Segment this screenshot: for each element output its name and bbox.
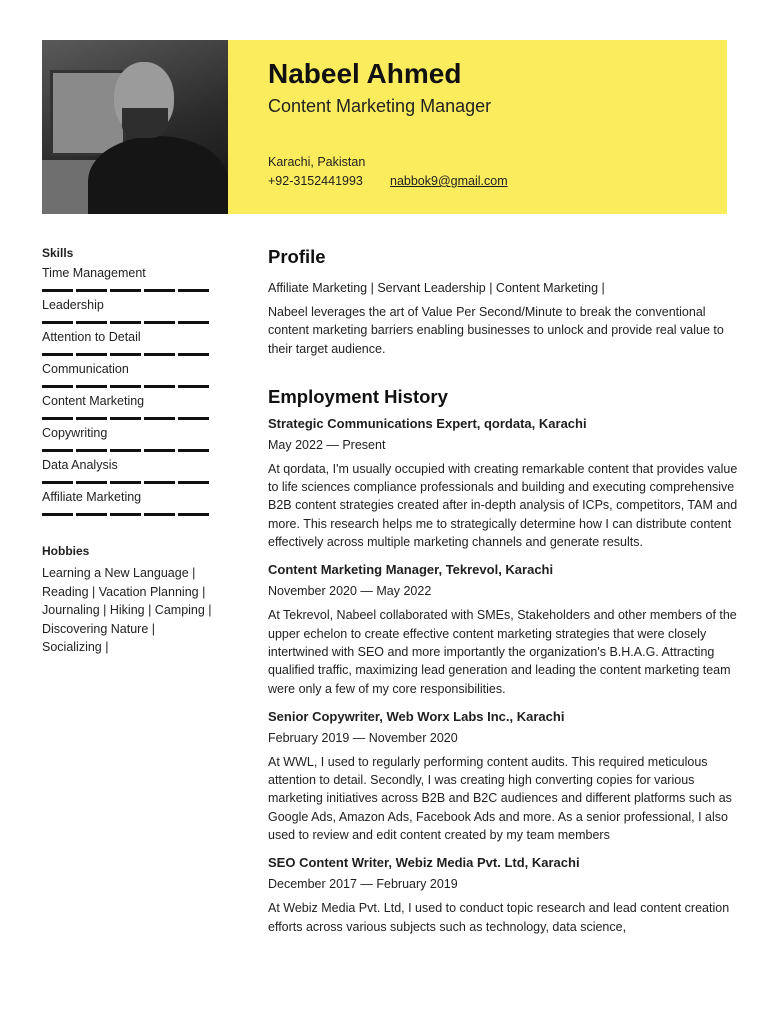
job-entry-title: Content Marketing Manager, Tekrevol, Karachi (268, 562, 554, 578)
skill-item (42, 426, 212, 452)
job-entry-title: Strategic Communications Expert, qordata, Karachi (268, 415, 587, 431)
job-entry-dates: December 2017 — February 2019 (268, 877, 458, 892)
job-entry-dates: November 2020 — May 2022 (268, 584, 432, 599)
phone-number: +92-3152441993 (268, 174, 363, 188)
job-entry-title: Senior Copywriter, Web Worx Labs Inc., Karachi (268, 708, 565, 724)
profile-heading: Profile (268, 246, 326, 267)
email-link[interactable]: nabbok9@gmail.com (390, 174, 508, 188)
skill-name: Affiliate Marketing (42, 490, 142, 504)
skill-item (42, 362, 212, 388)
skill-name: Copywriting (42, 426, 108, 440)
skill-name: Data Analysis (42, 458, 118, 472)
skill-level-bar (42, 481, 212, 484)
job-entry (268, 855, 738, 936)
skill-level-segment (42, 417, 73, 420)
skill-level-segment (144, 385, 175, 388)
photo-body-shape (88, 136, 228, 214)
skill-level-segment (42, 449, 73, 452)
skill-level-segment (178, 385, 209, 388)
skill-level-segment (42, 481, 73, 484)
skill-level-segment (76, 385, 107, 388)
main-content (268, 246, 738, 936)
skill-name: Time Management (42, 266, 146, 280)
skill-level-segment (110, 449, 141, 452)
skill-level-segment (178, 417, 209, 420)
skill-level-segment (178, 353, 209, 356)
skill-level-segment (144, 321, 175, 324)
skill-level-bar (42, 513, 212, 516)
skill-level-segment (110, 513, 141, 516)
skill-item (42, 266, 212, 292)
skill-level-bar (42, 289, 212, 292)
job-entry-description: At Tekrevol, Nabeel collaborated with SMEs, Stakeholders and other members of the upper echelon to create effective content marketing strategies that were closely intertwined with SEO and more importantly the organization's B.H.A.G. Attracting qualified traffic, maximizing lead generation and leading the content marketing team were only a few of my core responsibilities. (268, 608, 737, 696)
skill-level-segment (76, 449, 107, 452)
skill-level-segment (144, 481, 175, 484)
skill-level-segment (144, 513, 175, 516)
profile-summary: Nabeel leverages the art of Value Per Second/Minute to break the conventional content marketing barriers enabling businesses to unlock and provide real value to their target audience. (268, 305, 724, 356)
skill-level-segment (144, 417, 175, 420)
skill-level-segment (110, 321, 141, 324)
job-entry-description: At WWL, I used to regularly performing content audits. This required meticulous attention to detail. Secondly, I was creating high converting copies for various marketing initiatives across B2B and B2C audiences and different platforms such as Google Ads, Amazon Ads, Facebook Ads and more. As a senior professional, I also used to review and edit content created by my team members (268, 754, 732, 843)
skill-level-bar (42, 385, 212, 388)
resume-header (42, 40, 727, 214)
skill-level-segment (110, 385, 141, 388)
skill-level-segment (76, 513, 107, 516)
skill-level-segment (110, 289, 141, 292)
skill-name: Attention to Detail (42, 330, 141, 344)
skill-level-segment (144, 289, 175, 292)
job-entry-title: SEO Content Writer, Webiz Media Pvt. Ltd, Karachi (268, 855, 580, 871)
skills-list (42, 266, 212, 516)
skill-level-segment (178, 321, 209, 324)
skill-level-segment (178, 289, 209, 292)
skill-level-segment (42, 289, 73, 292)
skill-name: Communication (42, 362, 129, 376)
skills-label: Skills (42, 246, 74, 260)
job-entry-description: At qordata, I'm usually occupied with creating remarkable content that provides value to life sciences compliance professionals and building and executing comprehensive B2B content strategies created after in-depth analysis of ICPs, competitors, TAM and more. This research helps me to strategically determine how I can distribute content effectively across multiple marketing channels and generate results. (268, 461, 738, 550)
skill-item (42, 330, 212, 356)
hobbies-text: Learning a New Language | Reading | Vacation Planning | Journaling | Hiking | Camping | Discovering Nature | Socializing | (42, 566, 212, 654)
skill-level-segment (144, 353, 175, 356)
skill-level-segment (110, 481, 141, 484)
profile-tags: Affiliate Marketing | Servant Leadership | Content Marketing | (268, 281, 605, 295)
photo-monitor-shape (50, 70, 126, 156)
skill-level-bar (42, 449, 212, 452)
skill-level-segment (42, 385, 73, 388)
person-name: Nabeel Ahmed (268, 58, 462, 89)
skill-level-bar (42, 417, 212, 420)
location: Karachi, Pakistan (268, 155, 366, 169)
skill-level-segment (178, 513, 209, 516)
skill-item (42, 458, 212, 484)
skill-level-segment (42, 513, 73, 516)
skill-level-bar (42, 353, 212, 356)
job-entry (268, 562, 738, 697)
job-entry (268, 709, 738, 844)
hobbies-label: Hobbies (42, 544, 90, 558)
skill-level-segment (76, 353, 107, 356)
job-entry-dates: February 2019 — November 2020 (268, 730, 458, 745)
employment-heading: Employment History (268, 385, 448, 407)
skill-level-segment (42, 321, 73, 324)
skill-level-segment (76, 481, 107, 484)
profile-photo (42, 40, 228, 214)
skill-name: Content Marketing (42, 394, 145, 408)
job-title: Content Marketing Manager (268, 96, 492, 116)
skill-level-segment (76, 289, 107, 292)
skill-name: Leadership (42, 298, 104, 312)
skill-level-segment (110, 417, 141, 420)
skill-level-segment (76, 321, 107, 324)
job-entry (268, 416, 738, 551)
skill-level-segment (178, 481, 209, 484)
skill-level-segment (178, 449, 209, 452)
skill-item (42, 394, 212, 420)
job-entry-description: At Webiz Media Pvt. Ltd, I used to conduct topic research and lead content creation efforts across various subjects such as technology, data science, (268, 901, 730, 934)
skill-level-bar (42, 321, 212, 324)
job-entry-dates: May 2022 — Present (268, 437, 386, 452)
skill-item (42, 298, 212, 324)
skill-level-segment (76, 417, 107, 420)
skill-item (42, 490, 212, 516)
skill-level-segment (42, 353, 73, 356)
sidebar (42, 246, 212, 657)
skill-level-segment (144, 449, 175, 452)
photo-beard-shape (122, 108, 168, 138)
skill-level-segment (110, 353, 141, 356)
